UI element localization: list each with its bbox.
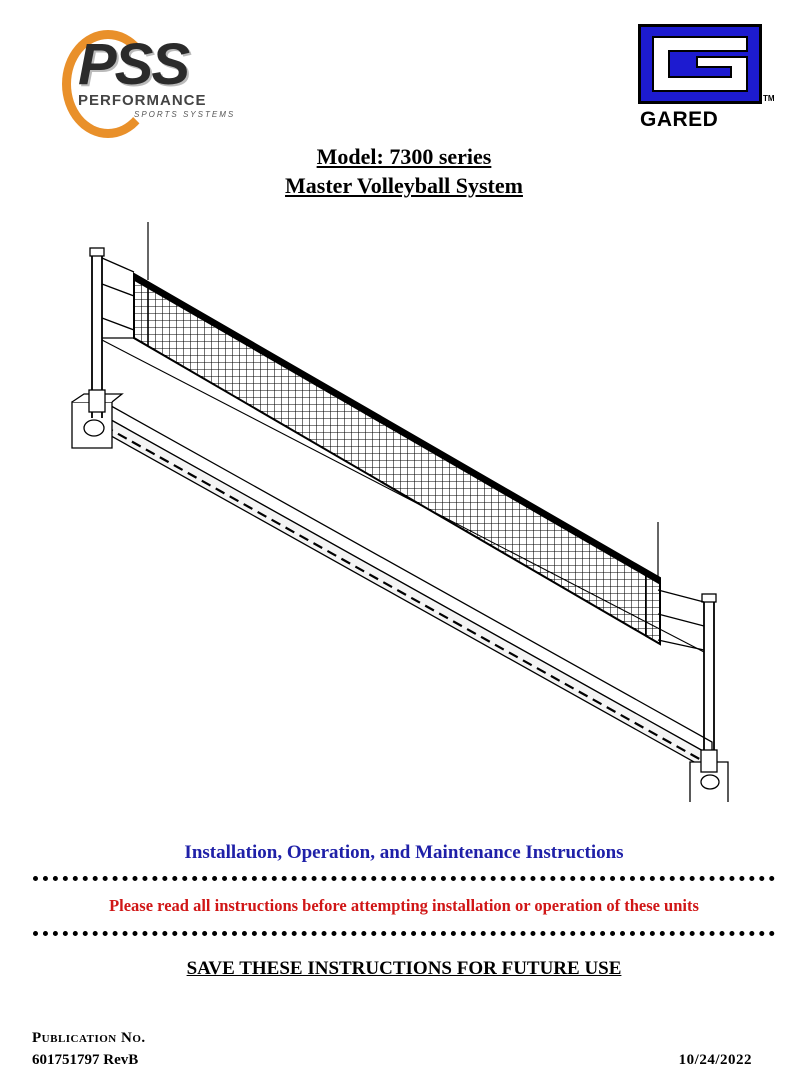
- pss-logo-subtitle: SPORTS SYSTEMS: [134, 110, 236, 119]
- dotted-divider-top: [33, 876, 775, 881]
- pss-logo: [56, 22, 236, 134]
- pss-logo-performance: PERFORMANCE: [78, 92, 207, 109]
- gared-logo: [630, 24, 780, 136]
- product-title: Master Volleyball System: [285, 173, 523, 198]
- dotted-divider-bottom: [33, 931, 775, 936]
- gared-logo-text: GARED: [640, 108, 719, 131]
- pss-logo-text: PSS: [78, 32, 189, 97]
- warning-text: Please read all instructions before attempting installation or operation of these units: [109, 896, 699, 915]
- save-instructions-notice: SAVE THESE INSTRUCTIONS FOR FUTURE USE: [186, 958, 622, 979]
- publication-label: Publication No.: [32, 1030, 146, 1046]
- model-title: Model: 7300 series: [316, 144, 492, 169]
- volleyball-net-system-drawing: [64, 222, 744, 802]
- publication-date: 10/24/2022: [678, 1052, 752, 1068]
- gared-trademark: TM: [763, 94, 775, 103]
- gared-g-icon: [641, 27, 759, 101]
- instructions-heading: Installation, Operation, and Maintenance Instructions: [184, 842, 624, 863]
- publication-number: 601751797 RevB: [32, 1052, 139, 1068]
- gared-logo-mark: [638, 24, 762, 104]
